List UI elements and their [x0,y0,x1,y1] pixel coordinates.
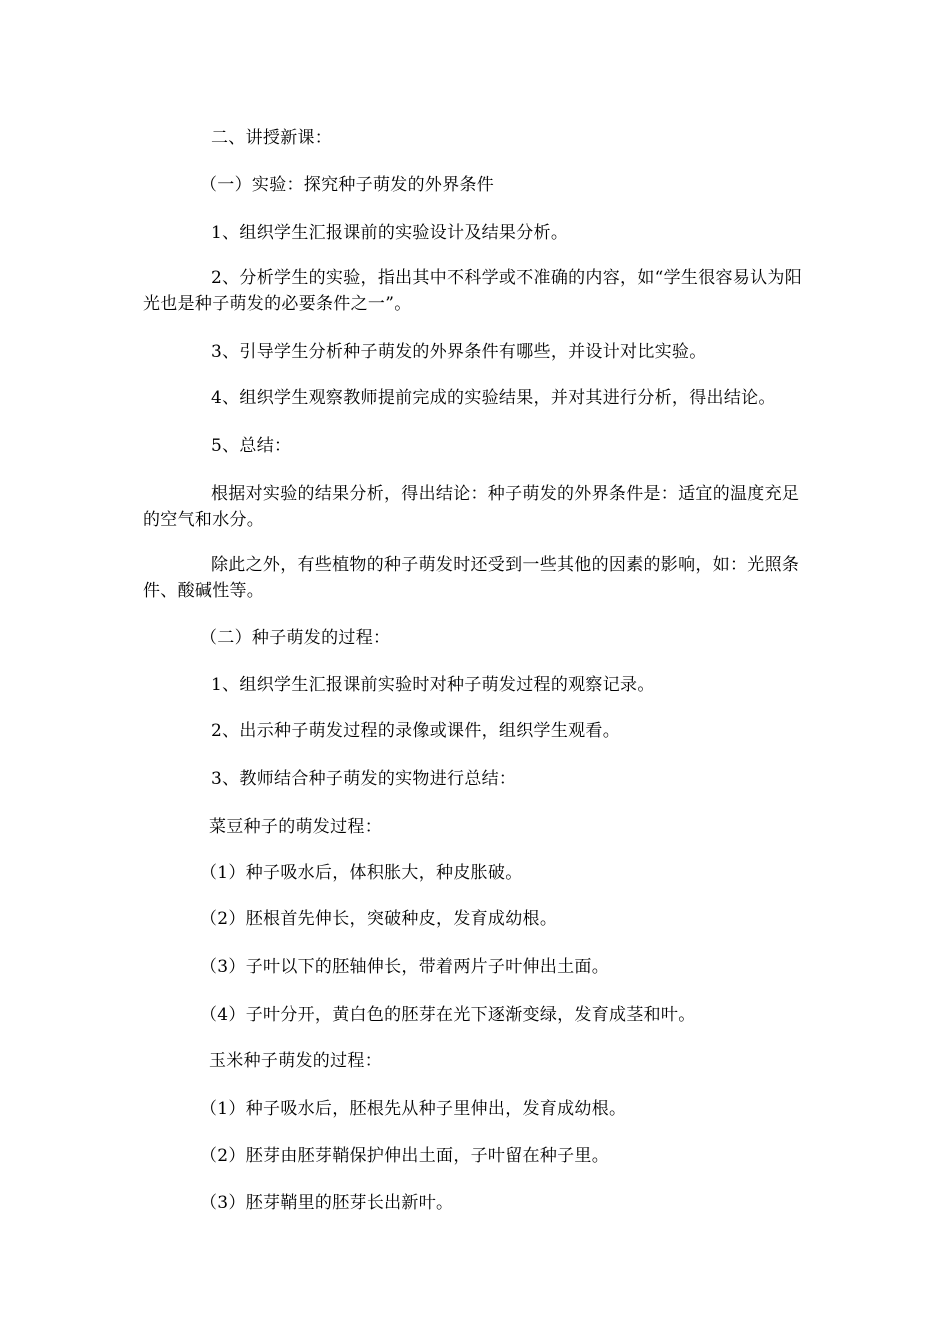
part2-item-1: 1、组织学生汇报课前实验时对种子萌发过程的观察记录。 [211,675,655,695]
bean-step: （2）胚根首先伸长，突破种皮，发育成幼根。 [200,909,558,929]
bean-title: 菜豆种子的萌发过程： [209,817,382,837]
corn-title: 玉米种子萌发的过程： [209,1051,382,1071]
corn-step: （2）胚芽由胚芽鞘保护伸出土面，子叶留在种子里。 [200,1146,610,1166]
part2-item-2: 2、出示种子萌发过程的录像或课件，组织学生观看。 [211,721,621,741]
section-heading: 二、讲授新课： [211,128,333,148]
part1-item-2: 2、分析学生的实验，指出其中不科学或不准确的内容，如“学生很容易认为阳光也是种子萌发的必要条件之一”。 [143,268,803,314]
bean-step: （3）子叶以下的胚轴伸长，带着两片子叶伸出土面。 [200,957,610,977]
corn-step: （1）种子吸水后，胚根先从种子里伸出，发育成幼根。 [200,1099,627,1119]
part1-item-5: 5、总结： [211,436,292,456]
part1-extra: 除此之外，有些植物的种子萌发时还受到一些其他的因素的影响，如：光照条件、酸碱性等。 [143,555,800,601]
part1-item-4: 4、组织学生观察教师提前完成的实验结果，并对其进行分析，得出结论。 [211,388,776,408]
corn-step: （3）胚芽鞘里的胚芽长出新叶。 [200,1193,454,1213]
bean-step: （4）子叶分开，黄白色的胚芽在光下逐渐变绿，发育成茎和叶。 [200,1005,696,1025]
part1-title: （一）实验：探究种子萌发的外界条件 [200,175,495,195]
part1-item-3: 3、引导学生分析种子萌发的外界条件有哪些，并设计对比实验。 [211,342,707,362]
part2-item-3: 3、教师结合种子萌发的实物进行总结： [211,769,517,789]
part1-conclusion: 根据对实验的结果分析，得出结论：种子萌发的外界条件是：适宜的温度充足的空气和水分。 [143,484,800,530]
part1-item-1: 1、组织学生汇报课前的实验设计及结果分析。 [211,223,569,243]
part2-title: （二）种子萌发的过程： [200,628,391,648]
bean-step: （1）种子吸水后，体积胀大，种皮胀破。 [200,863,523,883]
